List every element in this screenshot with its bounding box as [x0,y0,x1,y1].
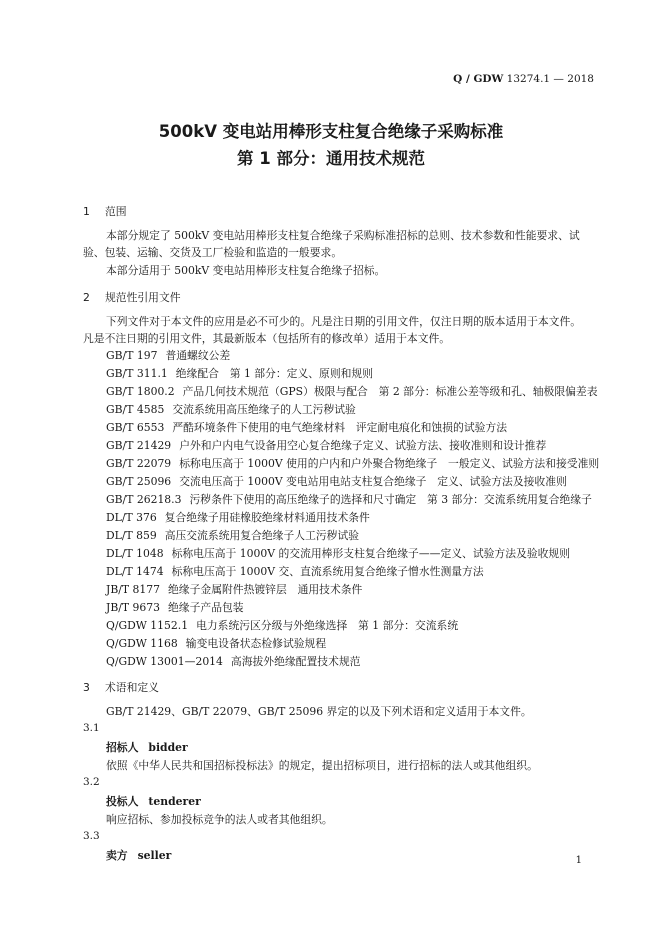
reference-code: JB/T 9673 [106,601,161,614]
reference-item [106,510,370,525]
section-1-heading [83,204,127,219]
paragraph: GB/T 21429、GB/T 22079、GB/T 25096 界定的以及下列术语和定义适用于本文件。 [106,705,532,718]
reference-code: GB/T 6553 [106,421,165,434]
document-subtitle: 第 1 部分：通用技术规范 [237,149,425,168]
term-number: 3.2 [83,776,100,788]
page-number: 1 [575,855,582,866]
term-heading [106,740,188,755]
reference-code: DL/T 859 [106,529,157,542]
reference-code: GB/T 22079 [106,457,172,470]
section-3-heading [83,680,159,695]
standard-code [453,73,594,85]
reference-title: 电力系统污区分级与外绝缘选择 第 1 部分：交流系统 [196,619,459,632]
reference-code: DL/T 376 [106,511,157,524]
reference-code: Q/GDW 1152.1 [106,619,189,632]
term-en: seller [137,849,172,862]
term-en: tenderer [148,795,201,808]
reference-code: GB/T 21429 [106,439,172,452]
reference-title: 污秽条件下使用的高压绝缘子的选择和尺寸确定 第 3 部分：交流系统用复合绝缘子 [189,493,592,506]
reference-code: JB/T 8177 [106,583,161,596]
paragraph: 本部分规定了 500kV 变电站用棒形支柱复合绝缘子采购标准招标的总则、技术参数和性能要求、试 [106,229,580,242]
section-title: 范围 [105,205,127,218]
term-number: 3.3 [83,830,100,842]
reference-title: 高压交流系统用复合绝缘子人工污秽试验 [164,529,360,542]
term-definition: 依照《中华人民共和国招标投标法》的规定，提出招标项目，进行招标的法人或其他组织。 [106,759,538,772]
section-title: 规范性引用文件 [105,291,181,304]
term-zh: 投标人 [106,795,139,808]
reference-title: 户外和户内电气设备用空心复合绝缘子定义、试验方法、接收准则和设计推荐 [179,439,547,452]
section-number: 3 [83,681,90,694]
reference-code: GB/T 4585 [106,403,165,416]
section-2-heading [83,290,181,305]
standard-code-prefix: Q / GDW [453,73,504,85]
paragraph: 验、包装、运输、交货及工厂检验和监造的一般要求。 [83,246,343,259]
reference-item [106,618,458,633]
reference-item [106,420,507,435]
reference-code: GB/T 26218.3 [106,493,182,506]
reference-code: Q/GDW 1168 [106,637,178,650]
standard-code-number: 13274.1 — 2018 [506,73,594,85]
reference-title: 交流系统用高压绝缘子的人工污秽试验 [172,403,356,416]
term-en: bidder [148,741,188,754]
reference-title: 标称电压高于 1000V 的交流用棒形支柱复合绝缘子——定义、试验方法及验收规则 [171,547,571,560]
reference-item [106,438,546,453]
term-heading [106,848,171,863]
document-title: 500kV 变电站用棒形支柱复合绝缘子采购标准 [158,122,504,141]
reference-item [106,384,598,399]
reference-title: 普通螺纹公差 [165,349,231,362]
reference-title: 高海拔外绝缘配置技术规范 [230,655,361,668]
reference-title: 交流电压高于 1000V 变电站用电站支柱复合绝缘子 定义、试验方法及接收准则 [179,475,567,488]
reference-item [106,492,592,507]
section-number: 1 [83,205,90,218]
reference-title: 产品几何技术规范（GPS）极限与配合 第 2 部分：标准公差等级和孔、轴极限偏差表 [182,385,598,398]
reference-item [106,528,359,543]
reference-code: GB/T 311.1 [106,367,168,380]
reference-title: 绝缘配合 第 1 部分：定义、原则和规则 [175,367,374,380]
reference-item [106,582,362,597]
reference-title: 绝缘子金属附件热镀锌层 通用技术条件 [168,583,363,596]
reference-item [106,654,360,669]
reference-item [106,456,599,471]
reference-title: 标称电压高于 1000V 交、直流系统用复合绝缘子憎水性测量方法 [171,565,484,578]
paragraph: 下列文件对于本文件的应用是必不可少的。凡是注日期的引用文件，仅注日期的版本适用于本文件。 [106,315,582,328]
reference-item [106,636,326,651]
paragraph: 凡是不注日期的引用文件，其最新版本（包括所有的修改单）适用于本文件。 [83,332,451,345]
reference-item [106,600,244,615]
reference-code: Q/GDW 13001—2014 [106,655,223,668]
reference-code: DL/T 1474 [106,565,164,578]
paragraph: 本部分适用于 500kV 变电站用棒形支柱复合绝缘子招标。 [106,264,386,277]
reference-item [106,546,570,561]
reference-item [106,366,373,381]
reference-item [106,564,484,579]
term-definition: 响应招标、参加投标竞争的法人或者其他组织。 [106,813,333,826]
reference-title: 复合绝缘子用硅橡胶绝缘材料通用技术条件 [164,511,370,524]
reference-title: 绝缘子产品包装 [168,601,244,614]
reference-code: GB/T 25096 [106,475,172,488]
reference-item [106,348,230,363]
reference-code: GB/T 197 [106,349,158,362]
term-heading [106,794,201,809]
reference-title: 标称电压高于 1000V 使用的户内和户外聚合物绝缘子 一般定义、试验方法和接受准则 [179,457,600,470]
section-number: 2 [83,291,90,304]
term-number: 3.1 [83,722,100,734]
term-zh: 招标人 [106,741,139,754]
section-title: 术语和定义 [105,681,159,694]
reference-title: 输变电设备状态检修试验规程 [185,637,327,650]
reference-item [106,474,567,489]
reference-code: GB/T 1800.2 [106,385,175,398]
term-zh: 卖方 [106,849,128,862]
reference-title: 严酷环境条件下使用的电气绝缘材料 评定耐电痕化和蚀损的试验方法 [172,421,508,434]
reference-code: DL/T 1048 [106,547,164,560]
reference-item [106,402,356,417]
